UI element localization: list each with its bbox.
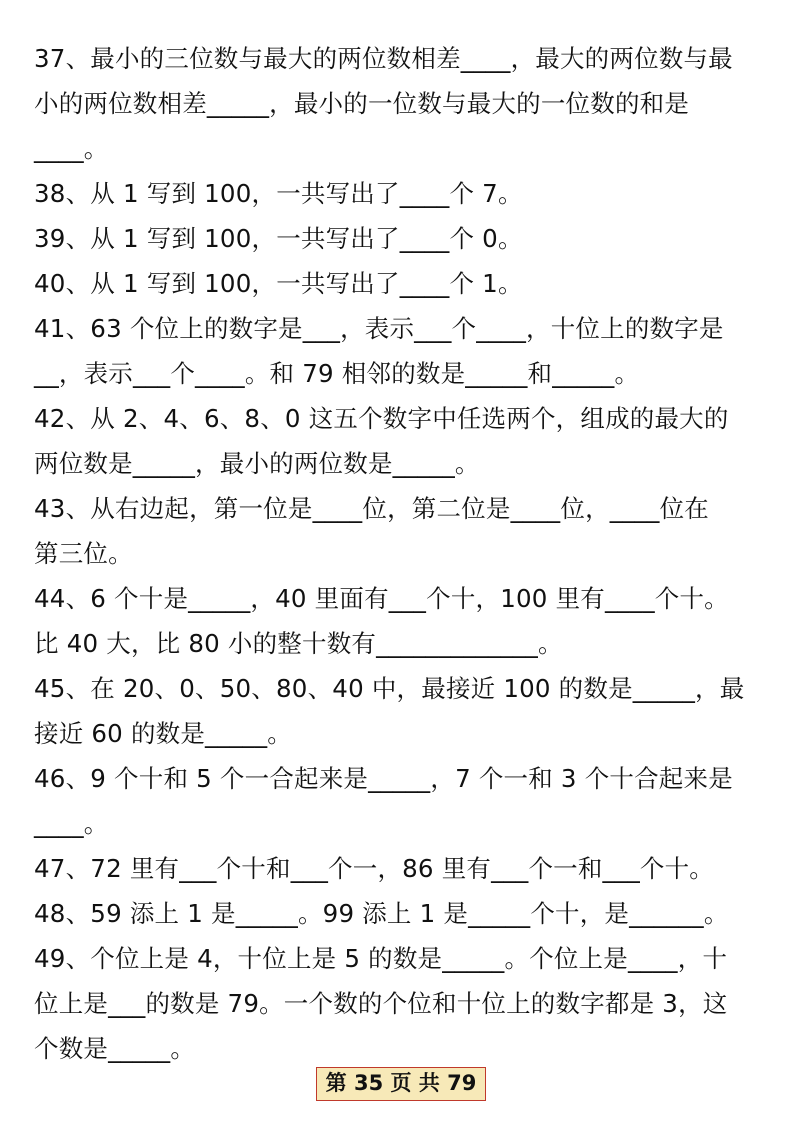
text-line: ____。 <box>34 134 109 163</box>
text-line: 位上是___的数是 79。一个数的个位和十位上的数字都是 3，这 <box>34 989 728 1018</box>
text-line: 48、59 添上 1 是_____。99 添上 1 是_____个十，是______。 <box>34 899 729 928</box>
text-line: 40、从 1 写到 100，一共写出了____个 1。 <box>34 269 523 298</box>
question-list <box>34 36 770 1071</box>
text-line: 46、9 个十和 5 个一合起来是_____，7 个一和 3 个十合起来是 <box>34 764 733 793</box>
text-line: __，表示___个____。和 79 相邻的数是_____和_____。 <box>34 359 640 388</box>
page-number-label: 第 35 页 共 79 <box>316 1067 486 1101</box>
text-line: 44、6 个十是_____，40 里面有___个十，100 里有____个十。 <box>34 584 729 613</box>
text-line: 47、72 里有___个十和___个一，86 里有___个一和___个十。 <box>34 854 714 883</box>
text-line: 37、最小的三位数与最大的两位数相差____，最大的两位数与最 <box>34 44 733 73</box>
text-line: 45、在 20、0、50、80、40 中，最接近 100 的数是_____，最 <box>34 674 745 703</box>
text-line: 43、从右边起，第一位是____位，第二位是____位，____位在 <box>34 494 709 523</box>
text-line: 接近 60 的数是_____。 <box>34 719 293 748</box>
text-line: 比 40 大，比 80 小的整十数有_____________。 <box>34 629 563 658</box>
text-line: 38、从 1 写到 100，一共写出了____个 7。 <box>34 179 523 208</box>
text-line: 小的两位数相差_____，最小的一位数与最大的一位数的和是 <box>34 89 690 118</box>
text-line: 39、从 1 写到 100，一共写出了____个 0。 <box>34 224 523 253</box>
text-line: ____。 <box>34 809 109 838</box>
text-line: 个数是_____。 <box>34 1034 196 1063</box>
text-line: 第三位。 <box>34 539 133 568</box>
text-line: 41、63 个位上的数字是___，表示___个____，十位上的数字是 <box>34 314 724 343</box>
text-line: 两位数是_____，最小的两位数是_____。 <box>34 449 480 478</box>
text-line: 49、个位上是 4，十位上是 5 的数是_____。个位上是____，十 <box>34 944 728 973</box>
text-line: 42、从 2、4、6、8、0 这五个数字中任选两个，组成的最大的 <box>34 404 729 433</box>
